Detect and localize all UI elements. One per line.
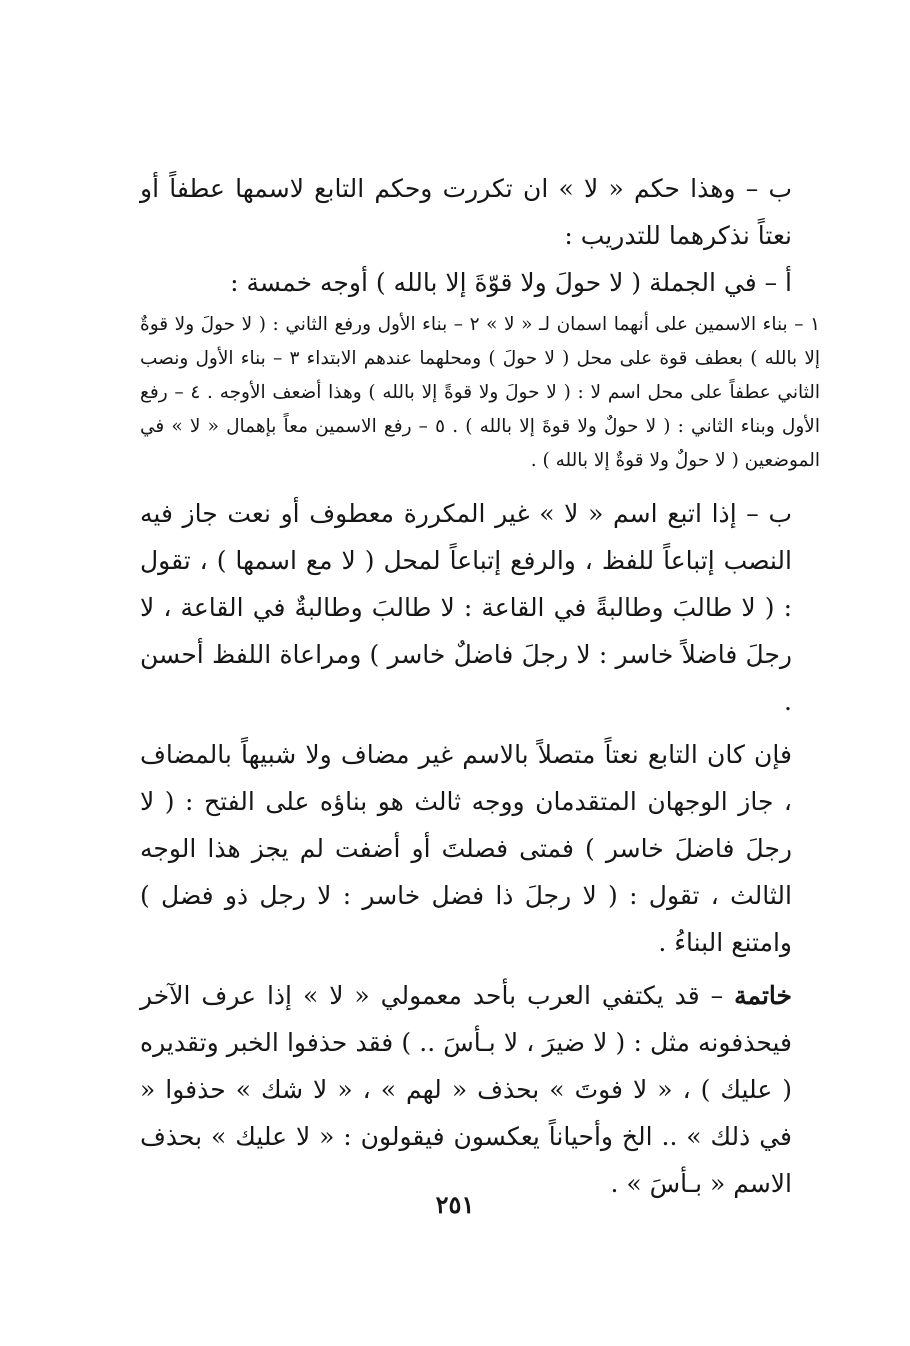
section-b-intro: ب – وهذا حكم « لا » ان تكررت وحكم التابع لاسمها عطفاً أو نعتاً نذكرهما للتدريب : <box>140 174 792 250</box>
conclusion-lead: خاتمة <box>734 981 792 1010</box>
adjective-paragraph: فإن كان التابع نعتاً متصلاً بالاسم غير مضاف ولا شبيهاً بالمضاف ، جاز الوجهان المتقدمان ووجه ثالث هو بناؤه على الفتح : ( لا رجلَ فاضلَ خاسر ) فمتى فصلتَ أو أضفت لم يجز هذا الوجه الثالث ، تقول : ( لا رجلَ ذا فضل خاسر : لا رجل ذو فضل ) وامتنع البناءُ . <box>140 740 792 957</box>
page-content <box>140 165 820 1207</box>
conclusion-paragraph <box>140 972 820 1207</box>
five-cases-notes: ١ – بناء الاسمين على أنهما اسمان لـ « لا » ٢ – بناء الأول ورفع الثاني : ( لا حولَ ولا قوةٌ إلا بالله ) بعطف قوة على محل ( لا حولَ ) ومحلهما عندهم الابتداء ٣ – بناء الأول ونصب الثاني عطفاً على محل اسم لا : ( لا حولَ ولا قوةً إلا بالله ) وهذا أضعف الأوجه . ٤ – رفع الأول وبناء الثاني : ( لا حولٌ ولا قوةَ إلا بالله ) . ٥ – رفع الاسمين معاً بإهمال « لا » في الموضعين ( لا حولٌ ولا قوةٌ إلا بالله ) . <box>140 314 821 471</box>
subsection-a-heading: أ – في الجملة ( لا حولَ ولا قوّةَ إلا بالله ) أوجه خمسة : <box>230 268 792 297</box>
subsection-b-paragraph: ب – إذا اتبع اسم « لا » غير المكررة معطوف أو نعت جاز فيه النصب إتباعاً للفظ ، والرفع إتباعاً لمحل ( لا مع اسمها ) ، تقول : ( لا طالبَ وطالبةً في القاعة : لا طالبَ وطالبةٌ في القاعة ، لا رجلَ فاضلاً خاسر : لا رجلَ فاضلٌ خاسر ) ومراعاة اللفظ أحسن . <box>140 499 792 716</box>
conclusion-text: – قد يكتفي العرب بأحد معمولي « لا » إذا عرف الآخر فيحذفونه مثل : ( لا ضيرَ ، لا بـأسَ .. ) فقد حذفوا الخبر وتقديره ( عليك ) ، « لا فوتَ » بحذف « لهم » ، « لا شك » حذفوا « في ذلك » .. الخ وأحياناً يعكسون فيقولون : « لا عليك » بحذف الاسم « بـأسَ » . <box>140 981 792 1198</box>
page-number: ٢٥١ <box>435 1190 475 1219</box>
